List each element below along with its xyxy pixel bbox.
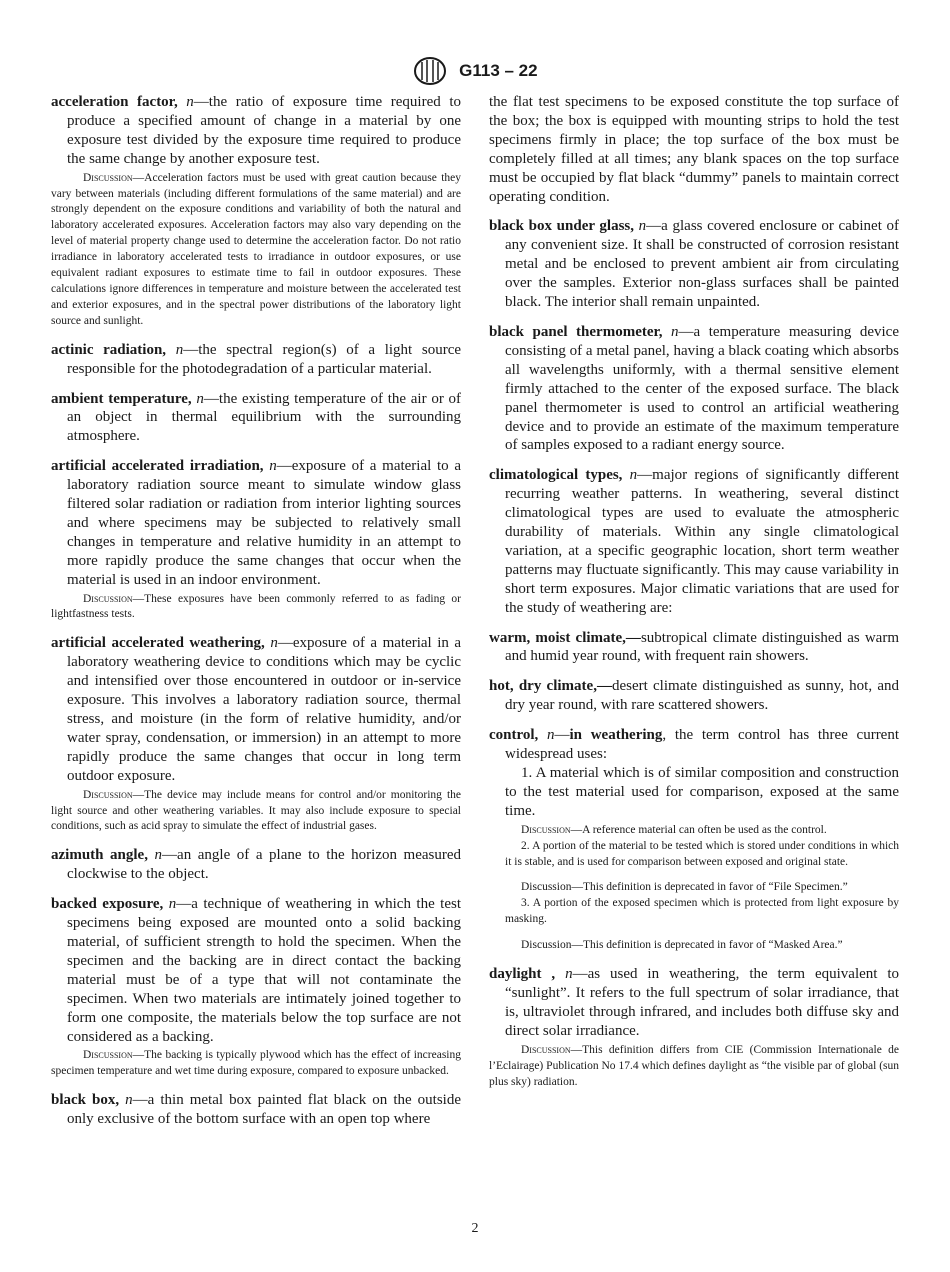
definition-continued: the flat test specimens to be exposed constitute the top surface of the box; the box is equipped with mounting strips to hold the test specimens firmly in place; the top surface of the box must be completely filled at all times; any blank spaces on the top surface must be occupied by flat black “dummy” panels to maintain correct operating condition. xyxy=(489,94,899,205)
part-of-speech: n xyxy=(196,390,204,407)
definition: —a technique of weathering in which the test specimens being exposed are mounted onto a solid backing material, of sufficient strength to hold the specimen. When the specimen and the backing are in direct contact the backing material must be of a type that will not contaminate the specimen. When two materials are intimately joined together to form one composite, the materials below the top surface are not considered as a backing. xyxy=(67,896,462,1045)
definition: —the existing temperature of the air or of an object in thermal equilibrium with the surrounding atmosphere. xyxy=(67,390,462,445)
term: daylight , xyxy=(489,966,556,983)
discussion: Discussion—A reference material can often be used as the control. xyxy=(521,823,827,836)
term: backed exposure, xyxy=(51,896,164,913)
definition: —a temperature measuring device consisting of a metal panel, having a black coating which absorbs all wavelengths uniformly, with a thermal sensitive element firmly attached to the center of the exposed surface. The black panel thermometer is used to control an artificial weathering device and to provide an estimate of the maximum temperature of samples exposed to a radiant energy source. xyxy=(505,323,899,454)
part-of-speech: n xyxy=(270,635,278,652)
entry-black-box xyxy=(51,1091,461,1129)
term: control, xyxy=(489,727,539,744)
definition: desert climate distinguished as sunny, hot, and dry year round, with rare scattered showers. xyxy=(505,678,899,714)
control-use-3: 3. A portion of the exposed specimen which is protected from light exposure by masking. xyxy=(505,897,899,926)
discussion: Discussion—The backing is typically plywood which has the effect of increasing specimen temperature and wet time during exposure, compared to exposure unbacked. xyxy=(51,1049,461,1078)
definition: —exposure of a material to a laboratory radiation source meant to simulate window glass filtered solar radiation or radiation from interior lighting sources and where specimens may be subjected to relatively small changes in temperature and relative humidity in an attempt to more rapidly produce the same changes that occur when the material is used in an indoor environment. xyxy=(67,458,461,588)
definition: , the term control has three current widespread uses: xyxy=(505,727,900,763)
entry-warm-moist-climate xyxy=(489,629,899,667)
part-of-speech: n xyxy=(125,1092,133,1109)
left-column xyxy=(51,93,461,1140)
term: climatological types, xyxy=(489,467,623,484)
entry-daylight xyxy=(489,965,899,1090)
right-column xyxy=(489,93,899,1101)
discussion: Discussion—The device may include means for control and/or monitoring the light source and other weathering variables. It may also include exposure to special conditions, such as acid spray to simulate the effect of industrial gases. xyxy=(51,788,461,833)
document-id: G113 – 22 xyxy=(459,61,538,80)
term: acceleration factor, xyxy=(51,94,178,110)
term: black box, xyxy=(51,1092,120,1109)
entry-backed-exposure xyxy=(51,895,461,1080)
definition: subtropical climate distinguished as warm and humid year round, with frequent rain showers. xyxy=(505,629,899,665)
definition: —as used in weathering, the term equivalent to “sunlight”. It refers to the full spectrum of solar irradiance, that is, ultraviolet through infrared, and includes both diffuse sky and direct solar irradiance. xyxy=(505,966,900,1039)
term: artificial accelerated weathering, xyxy=(51,635,265,652)
definition: —the ratio of exposure time required to produce a specified amount of change in a material by one exposure test divided by the exposure time required to produce the same change by another exposure test. xyxy=(67,94,461,167)
control-use-1: 1. A material which is of similar composition and construction to the test material used for comparison, exposed at the same time. xyxy=(505,765,899,819)
entry-artificial-accelerated-irradiation xyxy=(51,457,461,623)
definition: —a thin metal box painted flat black on the outside only exclusive of the bottom surface with an open top where xyxy=(67,1092,462,1128)
discussion: Discussion—This definition differs from CIE (Commission Internationale de l’Eclairage) Publication No 17.4 which defines daylight as “the visible par of global (sun plus sky) radiation. xyxy=(489,1043,899,1088)
entry-control: control, n—in weathering, the term control has three current widespread uses: 1. A material which is of similar composition and construction to the test material used for comparison, exposed at the same time. Discussion—A reference material can often be used as the control. 2. A portion of the material to be tested which is stored under conditions in which it is stable, and is used for comparison between exposed and original state. Discussion—This definition is deprecated in favor of “File Specimen.” 3. A portion of the exposed specimen which is protected from light exposure by masking. Discussion—This definition is deprecated in favor of “Masked Area.” xyxy=(489,726,899,954)
discussion: Discussion—This definition is deprecated in favor of “Masked Area.” xyxy=(521,939,843,952)
entry-hot-dry-climate xyxy=(489,677,899,715)
entry-black-box-continued xyxy=(489,93,899,206)
part-of-speech: n xyxy=(154,847,163,864)
part-of-speech: n xyxy=(186,94,194,110)
entry-artificial-accelerated-weathering xyxy=(51,634,461,835)
entry-black-box-under-glass xyxy=(489,217,899,312)
definition: —the spectral region(s) of a light source responsible for the photodegradation of a particular material. xyxy=(67,341,462,377)
definition: —a glass covered enclosure or cabinet of any convenient size. It shall be constructed of corrosion resistant metal and be enclosed to prevent ambient air from circulating over the samples. Exterior non-glass surfaces shall be painted black. The interior shall remain unpainted. xyxy=(505,218,900,311)
term: hot, dry climate,— xyxy=(489,678,612,695)
part-of-speech: n xyxy=(565,966,573,983)
page-header xyxy=(0,56,950,86)
discussion: Discussion—These exposures have been commonly referred to as fading or lightfastness tests. xyxy=(51,592,461,621)
term: black box under glass, xyxy=(489,218,634,235)
part-of-speech: n xyxy=(638,218,647,235)
term: azimuth angle, xyxy=(51,847,148,864)
page-number: 2 xyxy=(471,1221,479,1236)
entry-azimuth-angle xyxy=(51,846,461,884)
astm-logo-icon xyxy=(412,56,448,86)
definition: —major regions of significantly different recurring weather patterns. In weathering, several distinct climatological types are used to evaluate the atmospheric durability of materials. Within any single climatological variation, at a specific geographic location, short term weather patterns may fluctuate significantly. This may cause variability in short term exposures. Major climatic variations that are used for the study of weathering are: xyxy=(505,467,899,616)
part-of-speech: n xyxy=(175,341,184,358)
entry-ambient-temperature xyxy=(51,390,461,447)
term: black panel thermometer, xyxy=(489,323,663,340)
entry-actinic-radiation xyxy=(51,341,461,379)
entry-climatological-types xyxy=(489,466,899,617)
term: artificial accelerated irradiation, xyxy=(51,458,264,475)
part-of-speech: n xyxy=(269,458,277,475)
term: actinic radiation, xyxy=(51,341,167,358)
part-of-speech: n xyxy=(168,896,177,913)
definition: —an angle of a plane to the horizon measured clockwise to the object. xyxy=(67,847,462,883)
subject-field: in weathering xyxy=(569,727,663,744)
definition: —exposure of a material in a laboratory weathering device to conditions which may be cyclic and intensified over those encountered in outdoor or in-service exposure. This involves a laboratory radiation source, thermal stress, and moisture (in the form of relative humidity, and/or water spray, condensation, or immersion) in an attempt to more rapidly produce the same changes that occur in long term outdoor exposure. xyxy=(67,635,462,784)
term: ambient temperature, xyxy=(51,390,192,407)
entry-black-panel-thermometer xyxy=(489,323,899,455)
discussion: Discussion—This definition is deprecated in favor of “File Specimen.” xyxy=(521,881,848,894)
part-of-speech: n xyxy=(629,467,638,484)
discussion: Discussion—Acceleration factors must be used with great caution because they vary between materials (including different formulations of the same material) and are strongly dependent on the exposure conditions and variability of both the natural and laboratory accelerated exposures. Acceleration factors may also vary depending on the level of material property change used to determine the acceleration factor. Do not ratio irradiance in laboratory accelerated tests to irradiance in outdoor exposures, or use equivalent radiant exposures to estimate time to fail in outdoor exposures. These calculations ignore differences in temperature and moisture between the accelerated test and exterior exposures, and in the spectral power distributions of the laboratory light source and sunlight. xyxy=(51,171,461,327)
part-of-speech: n xyxy=(671,323,679,340)
term: warm, moist climate,— xyxy=(489,629,641,646)
part-of-speech: n xyxy=(547,727,555,744)
entry-acceleration-factor xyxy=(51,93,461,330)
control-use-2: 2. A portion of the material to be tested which is stored under conditions in which it is stable, and is used for comparison between exposed and original state. xyxy=(505,839,899,868)
